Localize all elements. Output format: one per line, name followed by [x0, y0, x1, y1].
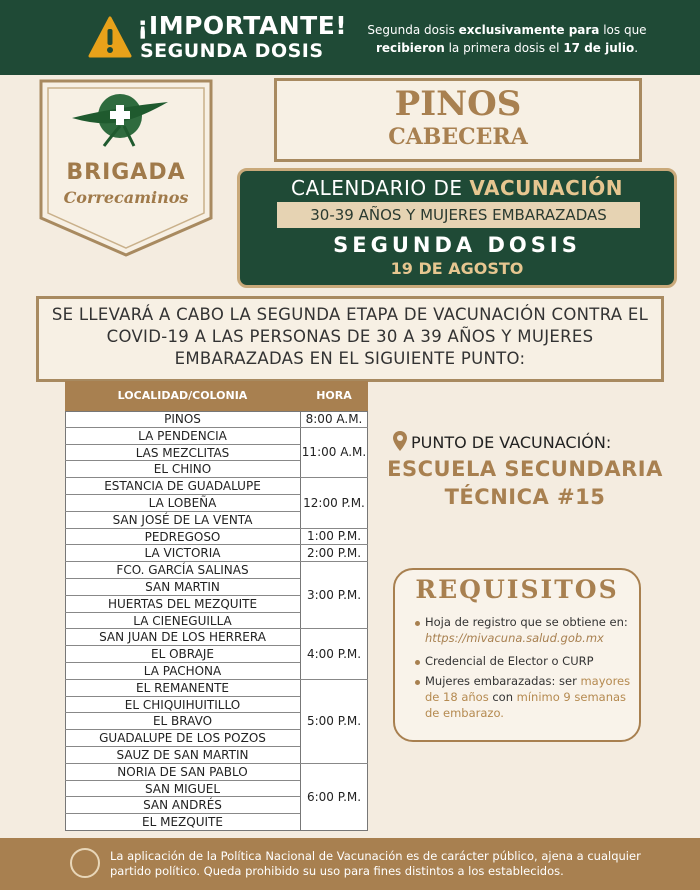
requisito-registro: Hoja de registro que se obtiene en: https://mivacuna.salud.gob.mx [425, 615, 628, 645]
localidad-cell: EL CHINO [65, 461, 300, 478]
registration-link[interactable]: https://mivacuna.salud.gob.mx [425, 631, 604, 645]
localidad-cell: LA PENDENCIA [65, 428, 300, 445]
localidad-cell: ESTANCIA DE GUADALUPE [65, 478, 300, 495]
localidad-cell: HUERTAS DEL MEZQUITE [65, 596, 300, 613]
brigada-label: BRIGADA [66, 160, 186, 185]
column-hora: HORA [316, 389, 352, 402]
hora-cell: 6:00 P.M. [306, 790, 362, 805]
hora-cell: 3:00 P.M. [300, 562, 368, 629]
bullet-icon [415, 621, 420, 626]
bullet-icon [415, 680, 420, 685]
vaccination-date: 19 DE AGOSTO [390, 259, 524, 278]
hora-cell: 4:00 P.M. [300, 629, 368, 679]
localidad-cell: SAUZ DE SAN MARTIN [65, 747, 300, 764]
location-pin-icon [392, 430, 408, 452]
hora-cell: 5:00 P.M. [300, 680, 368, 764]
localidad-cell: PEDREGOSO [65, 529, 300, 546]
localidad-cell: EL REMANENTE [65, 680, 300, 697]
localidad-cell: SAN MARTIN [65, 579, 300, 596]
localidad-cell: SAN JOSÉ DE LA VENTA [65, 512, 300, 529]
hora-cell: 11:00 A.M. [300, 428, 368, 478]
warning-icon [88, 16, 132, 58]
column-localidad: LOCALIDAD/COLONIA [117, 389, 248, 402]
localidad-cell: GUADALUPE DE LOS POZOS [65, 730, 300, 747]
localidad-cell: LAS MEZCLITAS [65, 445, 300, 462]
area-name: CABECERA [388, 124, 528, 150]
localidad-cell: LA LOBEÑA [65, 495, 300, 512]
correcaminos-label: Correcaminos [63, 188, 189, 207]
dose-label: SEGUNDA DOSIS [333, 233, 581, 257]
info-text: SE LLEVARÁ A CABO LA SEGUNDA ETAPA DE VACUNACIÓN CONTRA EL COVID-19 A LAS PERSONAS DE 30 A 39 AÑOS Y MUJERES EMBARAZADAS EN EL SIGUIENTE PUNTO: [51, 305, 649, 368]
localidad-cell: SAN JUAN DE LOS HERRERA [65, 629, 300, 646]
importante-heading: ¡IMPORTANTE! [137, 11, 348, 40]
segunda-dosis-heading: SEGUNDA DOSIS [140, 40, 324, 62]
localidad-cell: LA PACHONA [65, 663, 300, 680]
localidad-cell: EL CHIQUIHUITILLO [65, 697, 300, 714]
localidad-cell: FCO. GARCÍA SALINAS [65, 562, 300, 579]
calendar-title: CALENDARIO DE VACUNACIÓN [291, 176, 623, 200]
hora-cell: 2:00 P.M. [300, 545, 368, 562]
town-name: PINOS [394, 84, 522, 124]
age-group-label: 30-39 AÑOS Y MUJERES EMBARAZADAS [277, 202, 640, 228]
bullet-icon [415, 660, 420, 665]
vaccination-site: ESCUELA SECUNDARIA TÉCNICA #15 [387, 457, 663, 509]
requisito-credencial: Credencial de Elector o CURP [425, 654, 594, 668]
hora-cell: 1:00 P.M. [300, 529, 368, 546]
localidad-cell: EL BRAVO [65, 713, 300, 730]
localidad-cell: SAN MIGUEL [65, 781, 300, 798]
requisito-embarazadas: Mujeres embarazadas: ser mayores de 18 años con mínimo 9 semanas de embarazo. [425, 674, 631, 720]
localidad-cell: PINOS [65, 411, 300, 428]
footer-disclaimer: La aplicación de la Política Nacional de Vacunación es de carácter público, ajena a cualquier partido político. Queda prohibido su uso para fines distintos a los establecidos. [110, 849, 641, 878]
correcaminos-logo [70, 88, 170, 148]
requisitos-title: REQUISITOS [415, 575, 619, 604]
localidad-cell: SAN ANDRÉS [65, 797, 300, 814]
hora-cell: 8:00 A.M. [300, 411, 368, 428]
hora-cell: 12:00 P.M. [300, 478, 368, 528]
localidad-cell: LA CIENEGUILLA [65, 613, 300, 630]
localidad-cell: LA VICTORIA [65, 545, 300, 562]
punto-label: PUNTO DE VACUNACIÓN: [411, 433, 612, 452]
localidad-cell: EL MEZQUITE [142, 815, 223, 830]
header-note: Segunda dosis exclusivamente para los que recibieron la primera dosis el 17 de julio. [367, 23, 647, 55]
national-seal-icon [70, 848, 100, 878]
localidad-cell: EL OBRAJE [65, 646, 300, 663]
localidad-cell: NORIA DE SAN PABLO [65, 764, 300, 781]
